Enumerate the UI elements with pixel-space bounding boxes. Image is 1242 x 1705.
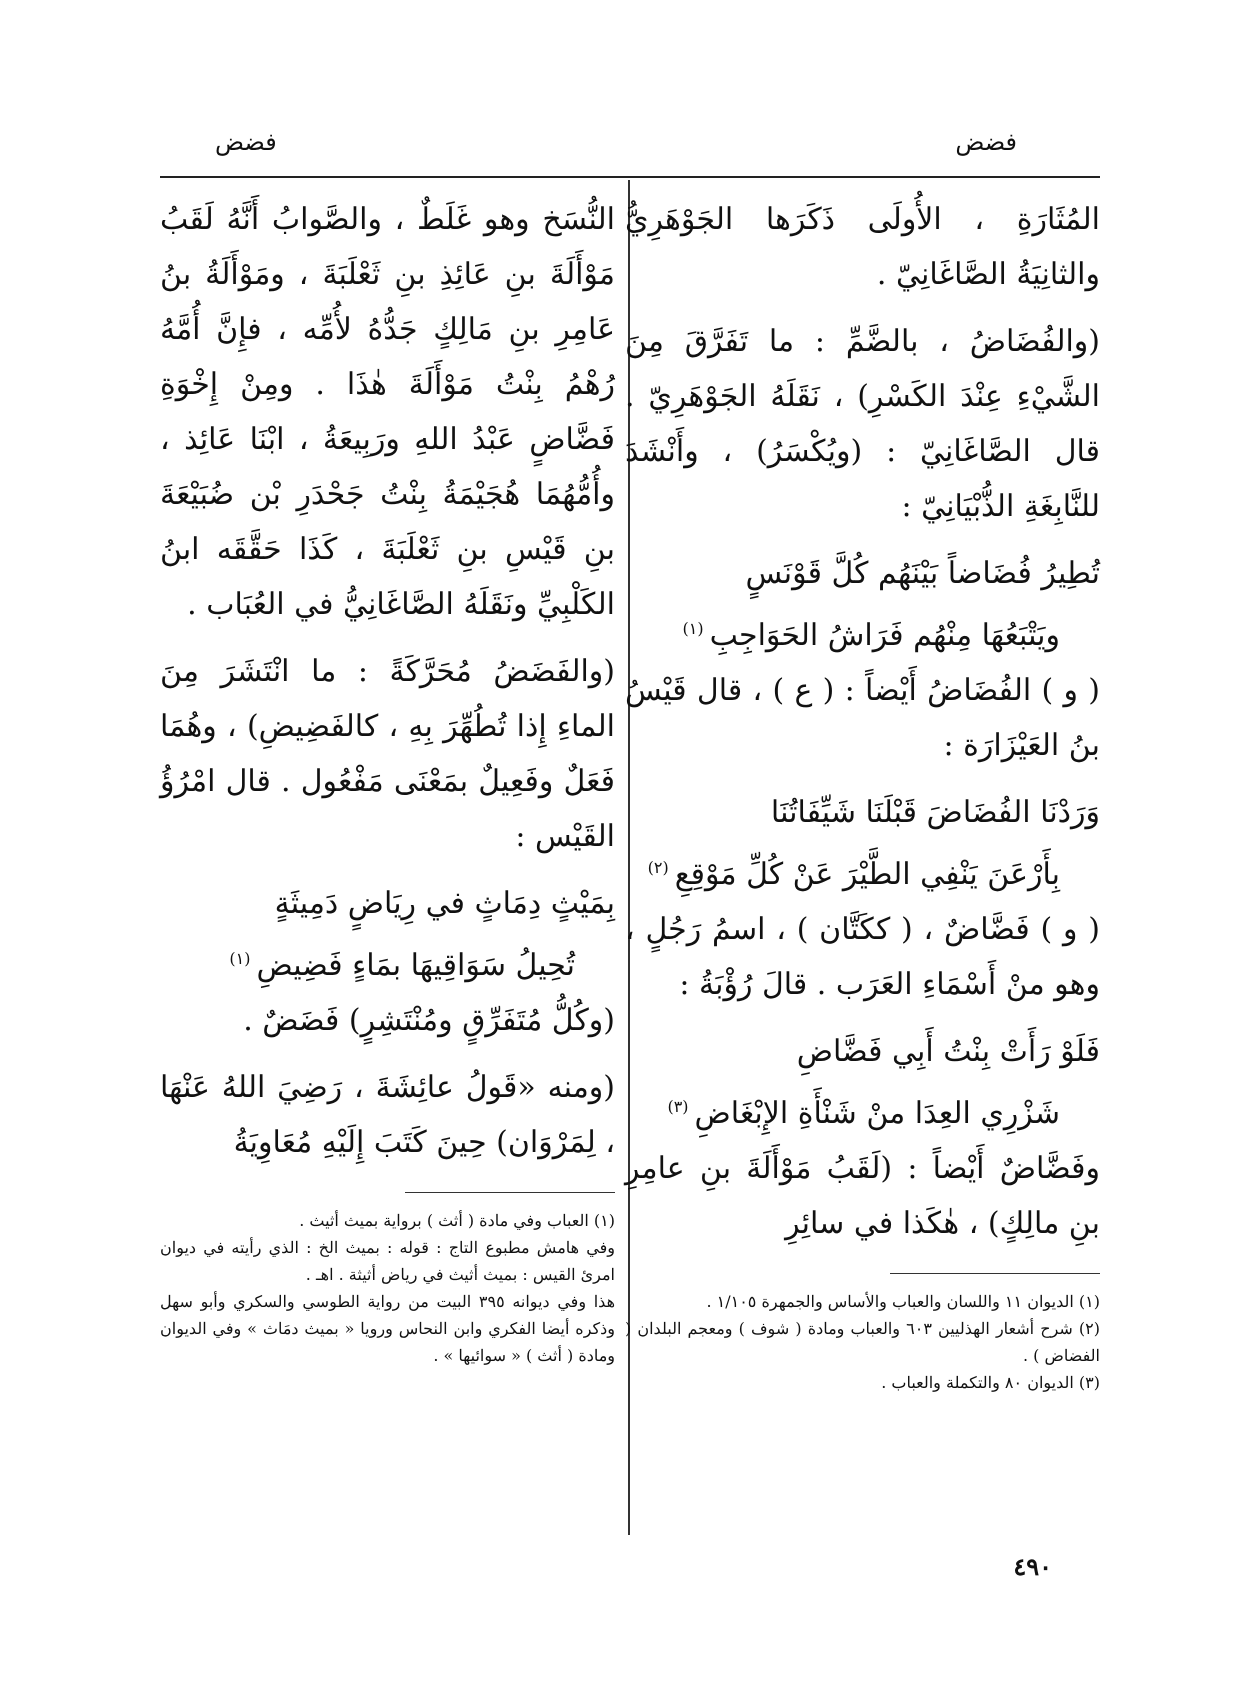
footnote: هذا وفي ديوانه ٣٩٥ البيت من رواية الطوسي والسكري وأبو سهل وذكره أيضا الفكري وابن النحاس ورويا « بميث دمَاث » وفي الديوان ومادة ( أثث ) « سوائيها » . bbox=[160, 1292, 616, 1365]
verse-text: بِأَرْعَنَ يَنْفِي الطَّيْرَ عَنْ كُلِّ مَوْقِعِ bbox=[674, 857, 1060, 892]
left-column bbox=[160, 192, 615, 1369]
footnote: (٣) الديوان ٨٠ والتكملة والعباب . bbox=[881, 1373, 1100, 1392]
verse-text: شَزْرِي العِدَا منْ شَنْأَةِ الإِبْغَاضِ bbox=[694, 1096, 1060, 1131]
paragraph: (والفَضَضُ مُحَرَّكَةً : ما انْتَشَرَ مِنَ الماءِ إِذا تُطُهِّرَ بِهِ ، كالفَضِيضِ) ، وهُمَا فَعَلٌ وفَعِيلٌ بمَعْنَى مَفْعُول . قال امْرُؤُ القَيْس : bbox=[160, 654, 615, 854]
verse-text: ويَتْبَعُهَا مِنْهُم فَرَاشُ الحَوَاجِبِ bbox=[709, 618, 1060, 653]
paragraph: (ومنه «قَولُ عائِشَةَ ، رَضِيَ اللهُ عَنْهَا ، لِمَرْوَان) حِينَ كَتَبَ إِلَيْهِ مُعَاوِيَةُ bbox=[160, 1070, 615, 1160]
footnote-rule bbox=[405, 1192, 615, 1193]
paragraph: المُثَارَةِ ، الأُولَى ذَكَرَها الجَوْهَرِيُّ والثانِيَةُ الصَّاغَانِيّ . bbox=[625, 202, 1100, 292]
verse-hemistich bbox=[625, 1079, 1100, 1141]
verse bbox=[625, 785, 1100, 902]
header-rule bbox=[160, 176, 1100, 178]
verse bbox=[625, 1024, 1100, 1141]
footnote: وفي هامش مطبوع التاج : قوله : بميث الخ : الذي رأيته في ديوان امرئ القيس : بميث أثيث في رياض أثيثة . اهـ . bbox=[160, 1238, 615, 1284]
verse bbox=[625, 546, 1100, 663]
footnote-ref: (٣) bbox=[667, 1097, 689, 1116]
verse-hemistich: فَلَوْ رَأَتْ بِنْتُ أَبِي فَضَّاضِ bbox=[796, 1034, 1100, 1069]
verse-hemistich: تُطِيرُ فُضَاضاً بَيْنَهُم كُلَّ قَوْنَسٍ bbox=[745, 556, 1100, 591]
paragraph: ( و ) فَضَّاضٌ ، ( ككَتَّان ) ، اسمُ رَجُلٍ ، وهو منْ أَسْمَاءِ العَرَب . قالَ رُؤْبَةُ : bbox=[625, 912, 1100, 1002]
running-head-right: فضض bbox=[955, 128, 1017, 156]
paragraph: النُّسَخ وهو غَلَطٌ ، والصَّوابُ أَنَّهُ لَقَبُ مَوْأَلَةَ بنِ عَائِذِ بنِ ثَعْلَبَةَ ، ومَوْأَلَةُ بنُ عَامِرِ بنِ مَالِكٍ جَدُّهُ لأُمِّه ، فإِنَّ أُمَّهُ رُهْمُ بِنْتُ مَوْأَلَةَ هٰذَا . ومِنْ إِخْوَةِ فَضَّاضٍ عَبْدُ اللهِ ورَبِيعَةُ ، ابْنَا عَائِذ ، وأُمُّهُمَا هُجَيْمَةُ بِنْتُ جَحْدَرِ بْن ضُبَيْعَةَ بنِ قَيْسِ بنِ ثَعْلَبَةَ ، كَذَا حَقَّقَه ابنُ الكَلْبِيِّ ونَقَلَهُ الصَّاغَانِيُّ في العُبَاب . bbox=[160, 202, 615, 622]
footnote: (١) الديوان ١١ واللسان والعباب والأساس والجمهرة ١/١٠٥ . bbox=[706, 1292, 1100, 1311]
verse-hemistich bbox=[625, 840, 1100, 902]
verse-hemistich: وَرَدْنَا الفُضَاضَ قَبْلَنَا شَيِّفَاتُنَا bbox=[770, 795, 1100, 830]
footnote: (٢) شرح أشعار الهذليين ٦٠٣ والعباب ومادة ( شوف ) ومعجم البلدان ( الفضاض ) . bbox=[625, 1319, 1100, 1365]
paragraph: (والفُضَاضُ ، بالضَّمِّ : ما تَفَرَّقَ مِنَ الشَّيْءِ عِنْدَ الكَسْرِ) ، نَقَلَهُ الجَوْهَرِيّ . قال الصَّاغَانِيّ : (ويُكْسَرُ) ، وأَنْشَدَ للنَّابِغَةِ الذُّبْيَانِيّ : bbox=[625, 324, 1100, 524]
verse-hemistich bbox=[625, 601, 1100, 663]
footnote: (١) العباب وفي مادة ( أثث ) برواية بميث أثيث . bbox=[299, 1211, 615, 1230]
verse bbox=[160, 876, 615, 993]
page-number: ٤٩٠ bbox=[1013, 1552, 1052, 1581]
verse-text: تُحِيلُ سَوَاقِيهَا بمَاءٍ فَضِيضِ bbox=[256, 948, 575, 983]
footnotes bbox=[625, 1288, 1100, 1396]
running-head-left: فضض bbox=[215, 128, 277, 156]
footnotes bbox=[160, 1207, 615, 1369]
footnote-ref: (٢) bbox=[647, 858, 669, 877]
paragraph: (وكُلُّ مُتَفَرِّقٍ ومُنْتَشِرٍ) فَضَضٌ . bbox=[243, 1003, 615, 1038]
footnote-ref: (١) bbox=[682, 619, 704, 638]
verse-hemistich: بِمَيْثٍ دِمَاثٍ في رِيَاضٍ دَمِيثَةٍ bbox=[274, 886, 615, 921]
paragraph: ( و ) الفُضَاضُ أَيْضاً : ( ع ) ، قال قَيْسُ بنُ العَيْزَارَة : bbox=[625, 673, 1100, 763]
footnote-ref: (١) bbox=[229, 949, 251, 968]
footnote-rule bbox=[890, 1273, 1100, 1274]
right-column bbox=[625, 192, 1100, 1396]
paragraph: وفَضَّاضٌ أَيْضاً : (لَقَبُ مَوْأَلَةَ بنِ عامِرِ بنِ مالِكٍ) ، هٰكَذا في سائِرِ bbox=[625, 1151, 1100, 1241]
verse-hemistich bbox=[160, 931, 615, 993]
